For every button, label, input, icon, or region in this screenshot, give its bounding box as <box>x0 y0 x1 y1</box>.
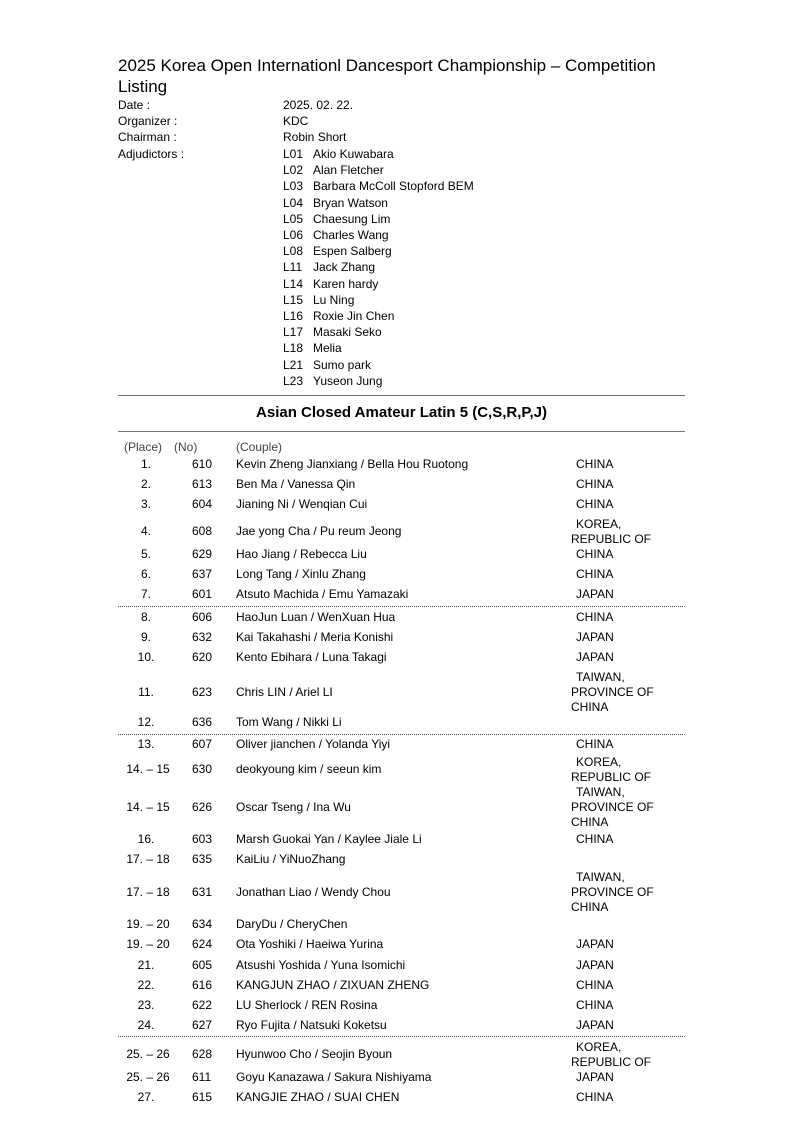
result-number: 605 <box>192 958 213 972</box>
country-line: CHINA <box>576 832 614 846</box>
result-country <box>571 998 681 1013</box>
result-place: 21. <box>137 958 155 972</box>
result-place: 17. – 18 <box>126 885 170 899</box>
result-couple: Oscar Tseng / Ina Wu <box>236 800 351 814</box>
result-country <box>571 978 681 993</box>
result-place: 19. – 20 <box>126 917 170 931</box>
country-line: KOREA, <box>576 755 622 769</box>
country-line: KOREA, <box>576 517 622 531</box>
result-couple: Ben Ma / Vanessa Qin <box>236 477 356 491</box>
date-label: Date : <box>118 98 151 112</box>
result-number: 610 <box>192 457 213 471</box>
adjudicator-row <box>283 308 394 324</box>
result-place: 24. <box>137 1018 155 1032</box>
result-couple: Oliver jianchen / Yolanda Yiyi <box>236 737 391 751</box>
result-couple: KANGJUN ZHAO / ZIXUAN ZHENG <box>236 978 430 992</box>
country-line: JAPAN <box>576 587 614 601</box>
result-number: 604 <box>192 497 213 511</box>
result-couple: Kevin Zheng Jianxiang / Bella Hou Ruotong <box>236 457 469 471</box>
adjudicator-code: L14 <box>283 276 304 291</box>
country-line: REPUBLIC OF <box>571 532 652 546</box>
result-couple: Hyunwoo Cho / Seojin Byoun <box>236 1047 393 1061</box>
adjudicator-name: Karen hardy <box>313 276 379 291</box>
result-couple: Ryo Fujita / Natsuki Koketsu <box>236 1018 387 1032</box>
result-country <box>571 832 681 847</box>
event-title: Asian Closed Amateur Latin 5 (C,S,R,P,J) <box>256 404 547 421</box>
result-place: 9. <box>140 630 151 644</box>
result-number: 613 <box>192 477 213 491</box>
adjudicator-row <box>283 195 388 211</box>
adjudicator-row <box>283 211 390 227</box>
result-couple: Jae yong Cha / Pu reum Jeong <box>236 524 402 538</box>
result-country <box>571 737 681 752</box>
group-divider <box>118 1036 685 1037</box>
adjudicator-name: Melia <box>313 341 342 356</box>
country-line: CHINA <box>571 700 609 714</box>
result-couple: deokyoung kim / seeun kim <box>236 762 382 776</box>
organizer-label: Organizer : <box>118 114 178 128</box>
country-line: JAPAN <box>576 650 614 664</box>
country-line: TAIWAN, <box>576 670 625 684</box>
result-country <box>571 670 681 715</box>
country-line: TAIWAN, <box>576 870 625 884</box>
result-number: 631 <box>192 885 213 899</box>
country-line: CHINA <box>576 1090 614 1104</box>
country-line: CHINA <box>576 610 614 624</box>
date-value: 2025. 02. 22. <box>283 98 354 112</box>
adjudicator-name: Chaesung Lim <box>313 211 391 226</box>
adjudicator-code: L21 <box>283 357 304 372</box>
result-place: 12. <box>137 715 155 729</box>
result-couple: DaryDu / CheryChen <box>236 917 348 931</box>
adjudicator-name: Akio Kuwabara <box>313 147 394 161</box>
adjudicator-code: L05 <box>283 211 304 226</box>
result-country <box>571 1040 681 1070</box>
result-couple: Jianing Ni / Wenqian Cui <box>236 497 368 511</box>
result-place: 16. <box>137 832 155 846</box>
result-couple: Tom Wang / Nikki Li <box>236 715 342 729</box>
result-number: 637 <box>192 567 213 581</box>
result-country <box>571 650 681 665</box>
adjudicator-name: Charles Wang <box>313 228 389 242</box>
country-line: CHINA <box>576 497 614 511</box>
country-line: CHINA <box>571 900 609 914</box>
result-number: 611 <box>192 1070 212 1084</box>
result-country <box>571 958 681 973</box>
result-place: 23. <box>137 998 155 1012</box>
result-country <box>571 785 681 830</box>
result-place: 10. <box>137 650 155 664</box>
result-place: 11. <box>138 685 154 699</box>
adjudicator-name: Lu Ning <box>313 292 355 307</box>
result-place: 6. <box>140 567 151 581</box>
result-couple: KANGJIE ZHAO / SUAI CHEN <box>236 1090 400 1104</box>
result-country <box>571 497 681 512</box>
result-couple: KaiLiu / YiNuoZhang <box>236 852 346 866</box>
adjudicator-row <box>283 276 378 292</box>
result-number: 622 <box>192 998 213 1012</box>
adjudicator-code: L17 <box>283 325 304 340</box>
country-line: CHINA <box>576 567 614 581</box>
result-country <box>571 457 681 472</box>
country-line: CHINA <box>576 477 614 491</box>
adjudicator-row <box>283 357 371 373</box>
chairman-value: Robin Short <box>283 130 347 144</box>
result-country <box>571 630 681 645</box>
result-number: 615 <box>192 1090 213 1104</box>
adjudicator-row <box>283 324 382 340</box>
result-country <box>571 477 681 492</box>
result-country <box>571 755 681 785</box>
country-line: CHINA <box>576 457 614 471</box>
result-country <box>571 870 681 915</box>
adjudicator-name: Bryan Watson <box>313 195 388 210</box>
adjudicator-name: Jack Zhang <box>313 260 376 275</box>
adjudicator-row <box>283 162 384 178</box>
country-line: PROVINCE OF <box>571 685 654 699</box>
result-couple: LU Sherlock / REN Rosina <box>236 998 378 1012</box>
col-header-place: (Place) <box>124 440 163 454</box>
result-country <box>571 587 681 602</box>
result-number: 634 <box>192 917 213 931</box>
adjudicator-name: Yuseon Jung <box>313 373 383 388</box>
country-line: JAPAN <box>576 958 614 972</box>
result-couple: Chris LIN / Ariel LI <box>236 685 333 699</box>
result-couple: Long Tang / Xinlu Zhang <box>236 567 366 581</box>
adjudicator-code: L08 <box>283 244 304 259</box>
result-number: 627 <box>192 1018 213 1032</box>
result-place: 27. <box>137 1090 155 1104</box>
result-number: 620 <box>192 650 213 664</box>
result-place: 25. – 26 <box>126 1070 170 1084</box>
chairman-label: Chairman : <box>118 130 177 144</box>
adjudicator-row <box>283 178 474 194</box>
result-couple: Marsh Guokai Yan / Kaylee Jiale Li <box>236 832 422 846</box>
result-place: 14. – 15 <box>126 762 170 776</box>
result-country <box>571 1018 681 1033</box>
adjudicator-code: L04 <box>283 195 304 210</box>
result-number: 601 <box>192 587 213 601</box>
result-country <box>571 517 681 547</box>
adjudicator-code: L15 <box>283 292 304 307</box>
result-number: 623 <box>192 685 213 699</box>
result-number: 629 <box>192 547 213 561</box>
country-line: CHINA <box>576 737 614 751</box>
country-line: CHINA <box>576 547 614 561</box>
country-line: TAIWAN, <box>576 785 625 799</box>
result-number: 632 <box>192 630 213 644</box>
result-number: 630 <box>192 762 213 776</box>
result-number: 603 <box>192 832 213 846</box>
result-place: 8. <box>140 610 151 624</box>
divider <box>118 395 685 396</box>
result-number: 606 <box>192 610 213 624</box>
col-header-no: (No) <box>174 440 198 454</box>
adjudicator-row <box>283 292 354 308</box>
result-number: 628 <box>192 1047 213 1061</box>
result-place: 13. <box>137 737 155 751</box>
adjudicators-label: Adjudictors : <box>118 147 185 161</box>
adjudicator-name: Alan Fletcher <box>313 163 384 178</box>
result-place: 22. <box>137 978 155 992</box>
adjudicator-row <box>283 259 375 275</box>
adjudicator-name: Masaki Seko <box>313 325 382 340</box>
result-couple: Jonathan Liao / Wendy Chou <box>236 885 391 899</box>
adjudicator-code: L03 <box>283 179 304 194</box>
result-number: 636 <box>192 715 213 729</box>
result-place: 7. <box>140 587 151 601</box>
result-place: 19. – 20 <box>126 937 170 951</box>
adjudicator-row <box>283 373 382 389</box>
col-header-couple: (Couple) <box>236 440 283 454</box>
adjudicator-name: Espen Salberg <box>313 244 392 259</box>
result-number: 616 <box>192 978 213 992</box>
adjudicator-row <box>283 227 389 243</box>
country-line: CHINA <box>576 998 614 1012</box>
result-country <box>571 547 681 562</box>
adjudicator-code: L06 <box>283 228 304 242</box>
result-place: 4. <box>140 524 151 538</box>
country-line: JAPAN <box>576 1070 614 1084</box>
country-line: JAPAN <box>576 937 614 951</box>
result-couple: Kento Ebihara / Luna Takagi <box>236 650 387 664</box>
country-line: REPUBLIC OF <box>571 1055 652 1069</box>
group-divider <box>118 734 685 735</box>
result-couple: Atsushi Yoshida / Yuna Isomichi <box>236 958 406 972</box>
result-place: 25. – 26 <box>126 1047 170 1061</box>
result-couple: Atsuto Machida / Emu Yamazaki <box>236 587 409 601</box>
result-country <box>571 610 681 625</box>
result-couple: Goyu Kanazawa / Sakura Nishiyama <box>236 1070 432 1084</box>
adjudicator-code: L18 <box>283 341 304 356</box>
result-number: 635 <box>192 852 213 866</box>
adjudicator-code: L02 <box>283 163 304 178</box>
result-number: 624 <box>192 937 213 951</box>
page-title: 2025 Korea Open Internationl Dancesport Championship – Competition Listing <box>118 56 656 96</box>
result-place: 1. <box>140 457 151 471</box>
adjudicator-name: Barbara McColl Stopford BEM <box>313 179 474 194</box>
result-country <box>571 1090 681 1105</box>
adjudicator-code: L01 <box>283 147 304 161</box>
group-divider <box>118 606 685 607</box>
country-line: KOREA, <box>576 1040 622 1054</box>
country-line: PROVINCE OF <box>571 800 654 814</box>
country-line: JAPAN <box>576 1018 614 1032</box>
adjudicator-row <box>283 146 394 162</box>
result-country <box>571 937 681 952</box>
result-couple: Hao Jiang / Rebecca Liu <box>236 547 367 561</box>
country-line: CHINA <box>576 978 614 992</box>
result-number: 607 <box>192 737 213 751</box>
country-line: JAPAN <box>576 630 614 644</box>
adjudicator-name: Roxie Jin Chen <box>313 309 395 323</box>
adjudicator-code: L11 <box>283 260 303 275</box>
adjudicator-name: Sumo park <box>313 357 372 372</box>
adjudicator-row <box>283 340 342 356</box>
result-place: 3. <box>140 497 151 511</box>
result-couple: Ota Yoshiki / Haeiwa Yurina <box>236 937 384 951</box>
result-country <box>571 567 681 582</box>
result-couple: Kai Takahashi / Meria Konishi <box>236 630 394 644</box>
adjudicator-code: L16 <box>283 309 304 323</box>
result-country <box>571 1070 681 1085</box>
result-place: 2. <box>140 477 151 491</box>
country-line: CHINA <box>571 815 609 829</box>
country-line: REPUBLIC OF <box>571 770 652 784</box>
result-place: 14. – 15 <box>126 800 170 814</box>
country-line: PROVINCE OF <box>571 885 654 899</box>
result-place: 17. – 18 <box>126 852 170 866</box>
divider <box>118 431 685 432</box>
organizer-value: KDC <box>283 114 309 128</box>
result-couple: HaoJun Luan / WenXuan Hua <box>236 610 396 624</box>
result-number: 608 <box>192 524 213 538</box>
result-place: 5. <box>140 547 151 561</box>
adjudicator-row <box>283 243 392 259</box>
result-number: 626 <box>192 800 213 814</box>
adjudicator-code: L23 <box>283 373 304 388</box>
